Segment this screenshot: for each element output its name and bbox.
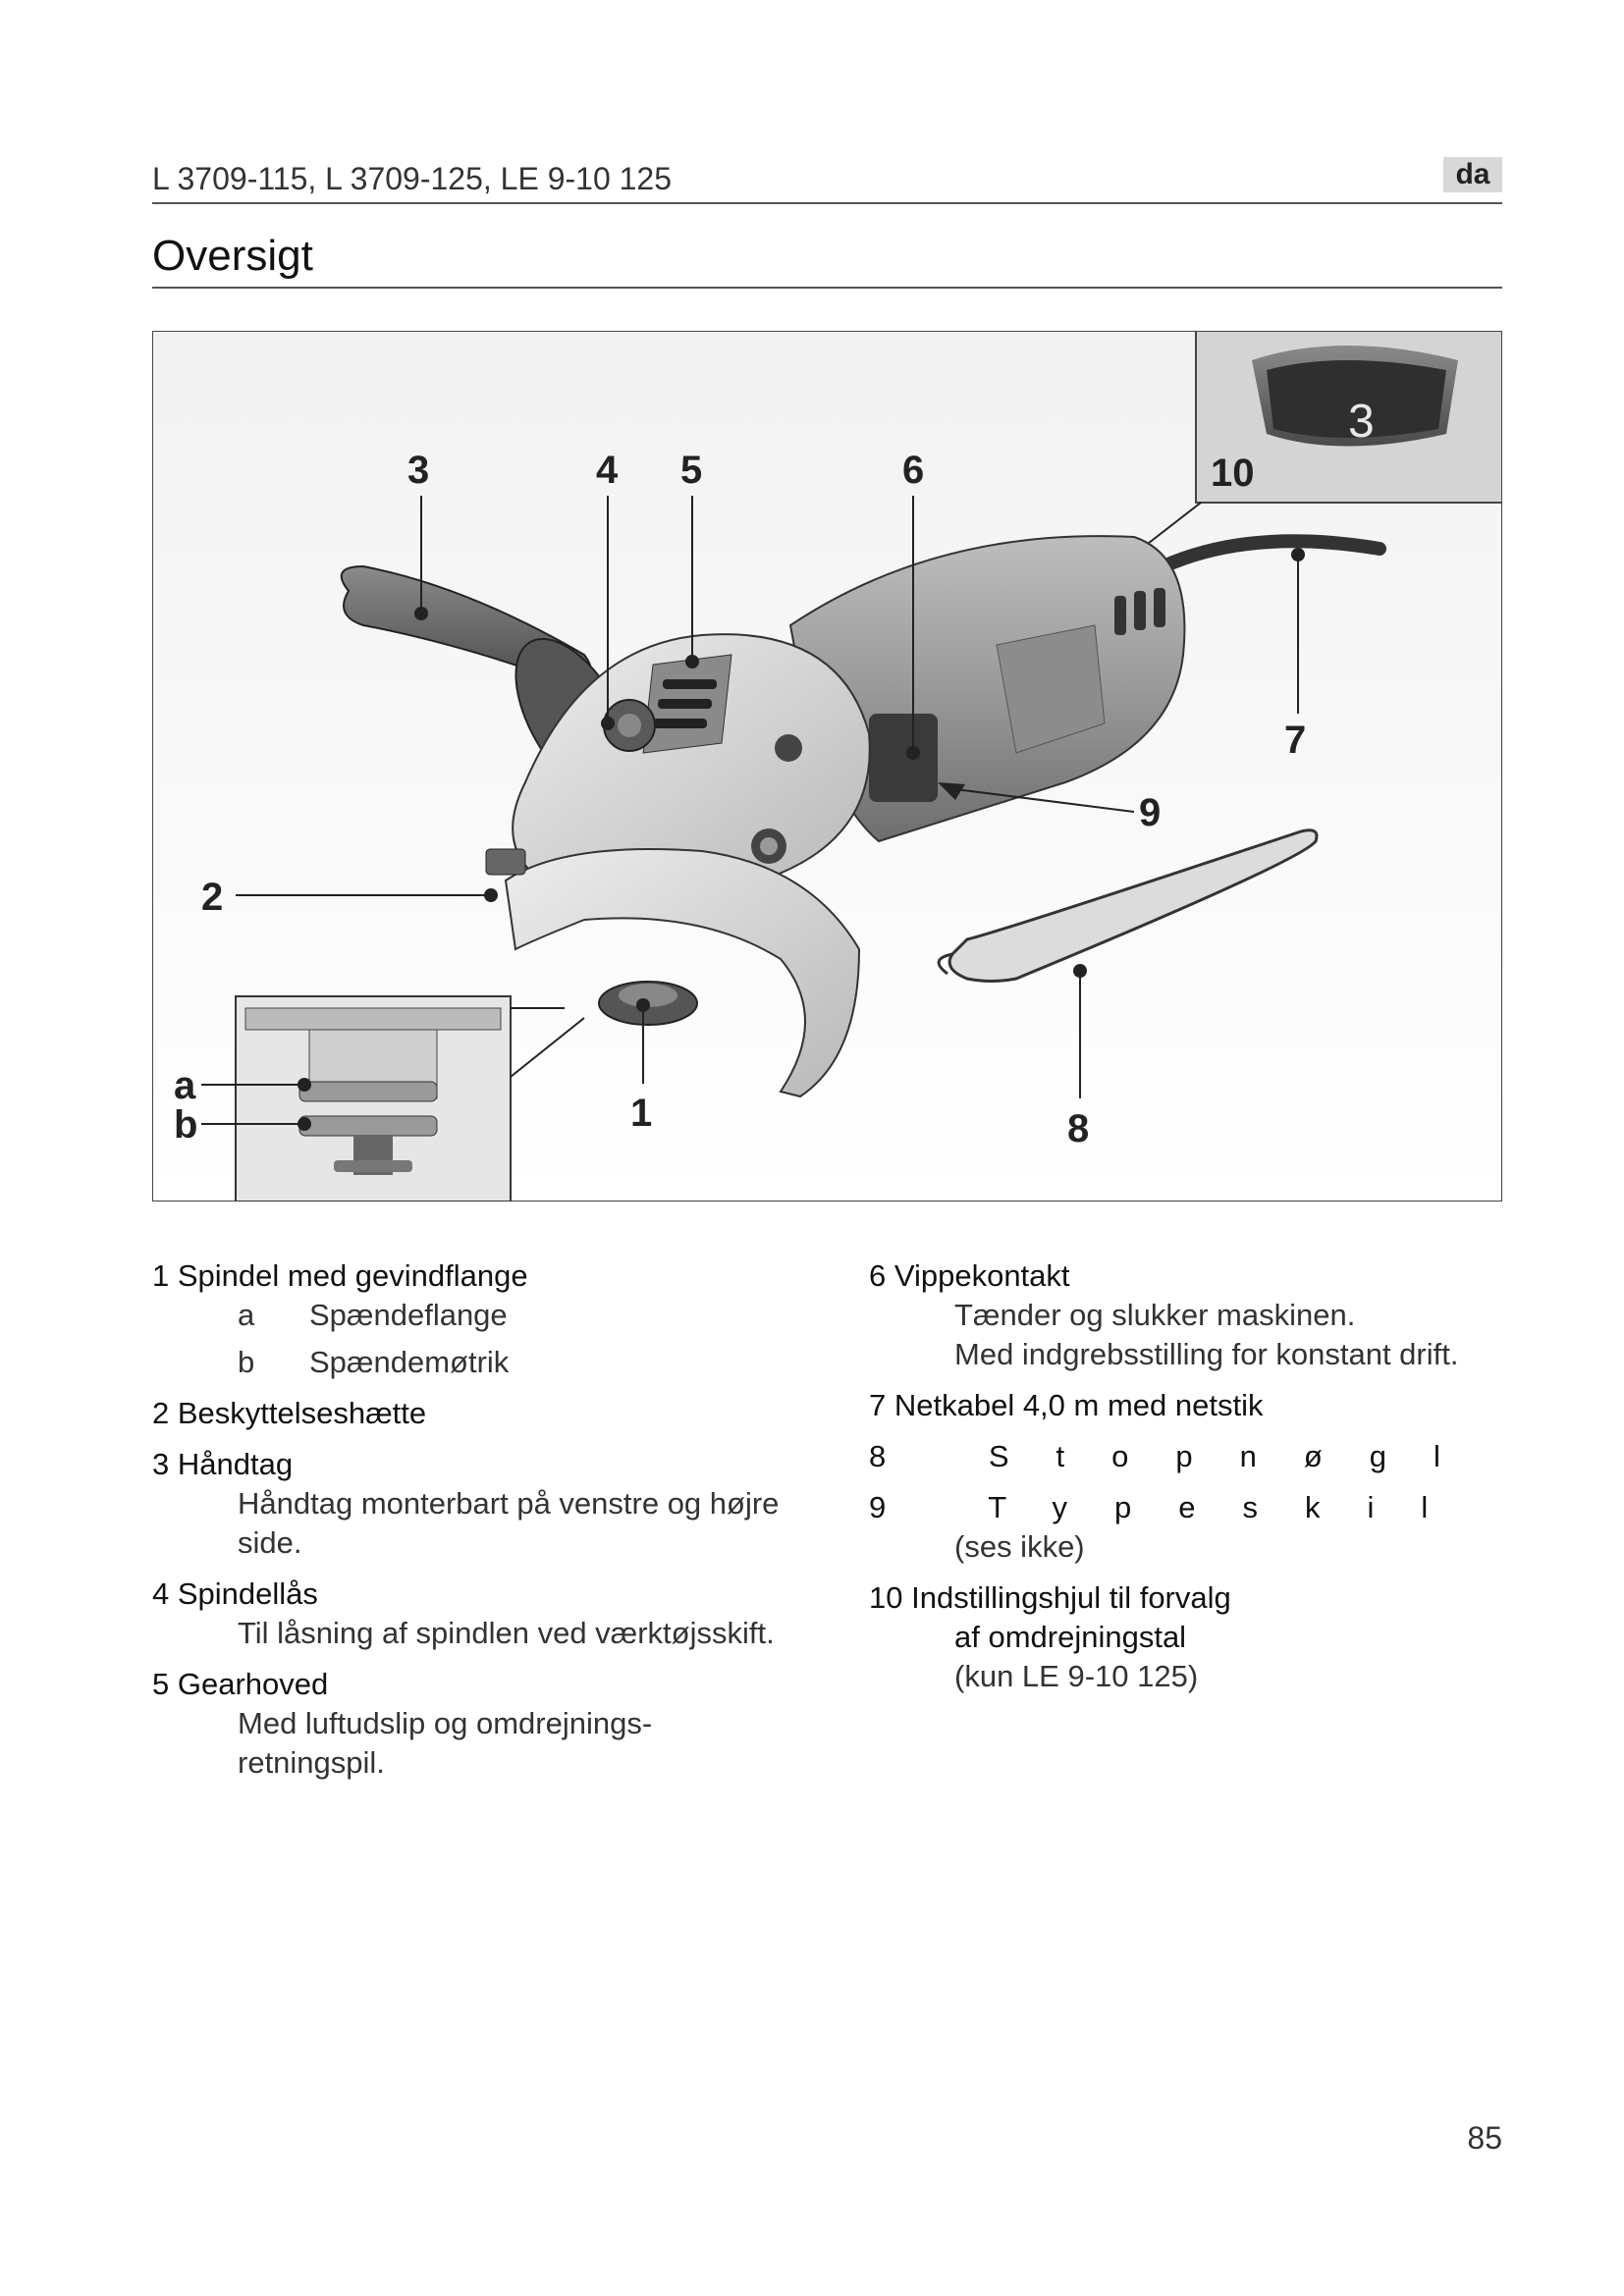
legend-item-2-heading: 2 Beskyttelseshætte [152, 1396, 427, 1430]
legend-item-5-heading: 5 Gearhoved [152, 1667, 329, 1701]
legend-item-5 [152, 1665, 800, 1783]
callout-8: 8 [1067, 1107, 1090, 1150]
toggle-switch [869, 714, 938, 802]
angle-grinder-illustration [152, 331, 1502, 1201]
legend-item-1a-key: a [238, 1298, 255, 1332]
legend-item-4 [152, 1575, 800, 1653]
legend-item-10 [869, 1578, 1556, 1696]
callout-1: 1 [630, 1092, 653, 1135]
legend-item-6-desc-2: Med indgrebsstilling for konstant drift. [954, 1337, 1459, 1371]
callout-4: 4 [596, 449, 619, 492]
legend-item-1 [152, 1256, 800, 1382]
legend-item-7-heading: 7 Netkabel 4,0 m med netstik [869, 1388, 1264, 1422]
callout-9: 9 [1139, 791, 1162, 834]
legend-left-column [152, 1256, 800, 1794]
callout-10: 10 [1211, 452, 1255, 495]
callout-b: b [174, 1103, 198, 1147]
legend-item-1a [238, 1296, 800, 1335]
legend-item-3 [152, 1445, 800, 1563]
callout-a: a [174, 1064, 196, 1107]
page-title: Oversigt [152, 232, 313, 280]
legend-item-4-desc: Til låsning af spindlen ved værktøjsskift. [238, 1616, 775, 1650]
legend-item-4-heading: 4 Spindellås [152, 1576, 318, 1611]
legend-item-2 [152, 1394, 800, 1433]
legend-item-10-desc: (kun LE 9-10 125) [954, 1659, 1199, 1693]
language-tab: da [1443, 157, 1502, 192]
legend-item-5-desc-1: Med luftudslip og omdrejnings- [238, 1706, 653, 1740]
legend-item-9-desc: (ses ikke) [954, 1529, 1085, 1564]
model-line: L 3709-115, L 3709-125, LE 9-10 125 [152, 161, 673, 196]
title-rule [152, 287, 1502, 289]
legend-item-8-heading: 8 Stopnøgl [869, 1439, 1488, 1473]
legend-right-column [869, 1256, 1556, 1708]
legend-item-3-heading: 3 Håndtag [152, 1447, 294, 1481]
callout-6: 6 [902, 449, 925, 492]
speed-dial-value: 3 [1348, 396, 1375, 448]
legend-item-9 [869, 1488, 1556, 1567]
callout-3: 3 [407, 449, 430, 492]
legend-item-10-heading-2: af omdrejningstal [954, 1620, 1187, 1654]
legend-item-1-heading: 1 Spindel med gevindflange [152, 1258, 528, 1293]
legend-item-1b-text: Spændemøtrik [309, 1345, 510, 1379]
legend-item-1b [238, 1343, 800, 1382]
legend-item-1b-key: b [238, 1345, 255, 1379]
legend-item-6 [869, 1256, 1556, 1374]
legend-item-3-desc-1: Håndtag monterbart på venstre og højre [238, 1486, 780, 1521]
legend-item-10-heading-1: 10 Indstillingshjul til forvalg [869, 1580, 1231, 1615]
legend-item-9-heading: 9 Typeskil [869, 1490, 1476, 1524]
legend-item-6-heading: 6 Vippekontakt [869, 1258, 1070, 1293]
legend-item-6-desc-1: Tænder og slukker maskinen. [954, 1298, 1356, 1332]
legend-item-8 [869, 1437, 1556, 1476]
callout-5: 5 [680, 449, 703, 492]
legend-item-5-desc-2: retningspil. [238, 1745, 385, 1780]
callout-2: 2 [201, 876, 224, 919]
legend-item-7 [869, 1386, 1556, 1425]
legend-item-3-desc-2: side. [238, 1525, 302, 1560]
callout-7: 7 [1284, 719, 1307, 762]
header-rule [152, 202, 1502, 204]
flange-detail-inset [236, 996, 511, 1201]
legend-item-1a-text: Spændeflange [309, 1298, 508, 1332]
page-number: 85 [1467, 2120, 1502, 2156]
